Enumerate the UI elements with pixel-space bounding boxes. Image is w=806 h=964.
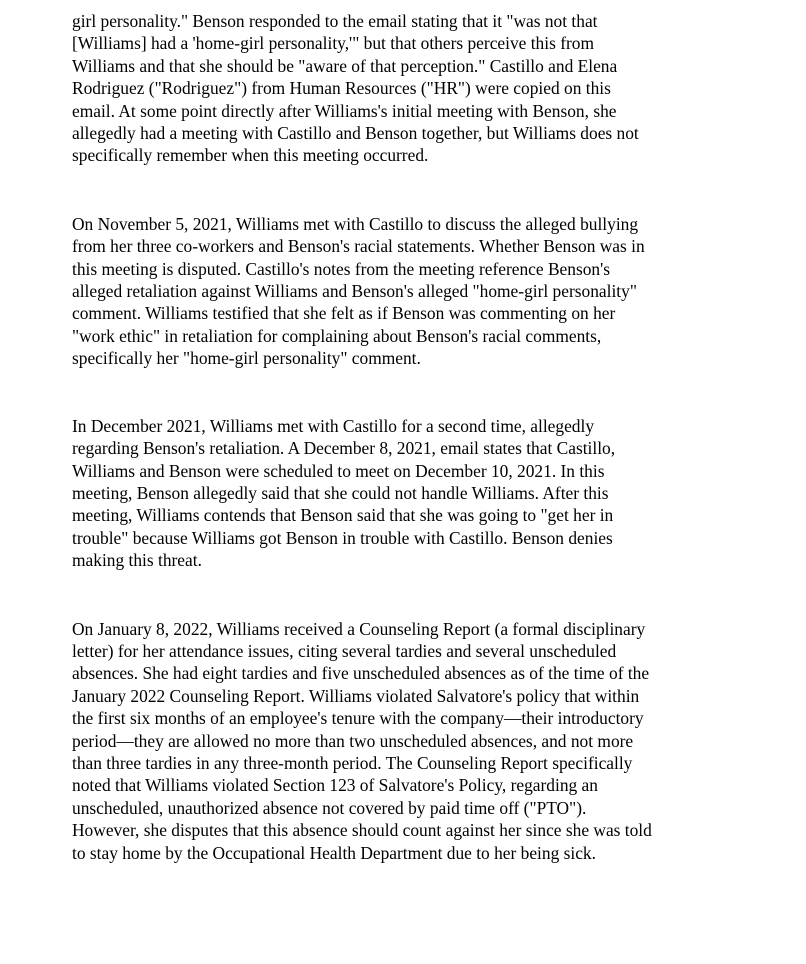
paragraph-november-meeting: On November 5, 2021, Williams met with Castillo to discuss the alleged bullying from her three co-workers and Benson's racial statements. Whether Benson was in this meeting is disputed. Castillo's notes from the meeting reference Benson's alleged retaliation against Williams and Benson's alleged "home-girl personality" comment. Williams testified that she felt as if Benson was commenting on her "work ethic" in retaliation for complaining about Benson's racial comments, specifically her "home-girl personality" comment.: [72, 213, 645, 369]
paragraph-spacer: [72, 167, 734, 213]
paragraph-email-response: girl personality." Benson responded to the email stating that it "was not that [Williams] had a 'home-girl personality,'" but that others perceive this from Williams and that she should be "aware of that perception." Castillo and Elena Rodriguez ("Rodriguez") from Human Resources ("HR") were copied on this email. At some point directly after Williams's initial meeting with Benson, she allegedly had a meeting with Castillo and Benson together, but Williams does not specifically remember when this meeting occurred.: [72, 11, 639, 166]
paragraph-spacer: [72, 370, 734, 415]
document-page: [72, 10, 734, 864]
paragraph-counseling-report: On January 8, 2022, Williams received a Counseling Report (a formal disciplinary letter) for her attendance issues, citing several tardies and several unscheduled absences. She had eight tardies and five unscheduled absences as of the time of the January 2022 Counseling Report. Williams violated Salvatore's policy that within the first six months of an employee's tenure with the company—their introductory period—they are allowed no more than two unscheduled absences, and not more than three tardies in any three-month period. The Counseling Report specifically noted that Williams violated Section 123 of Salvatore's Policy, regarding an unscheduled, unauthorized absence not covered by paid time off ("PTO"). However, she disputes that this absence should count against her since she was told to stay home by the Occupational Health Department due to her being sick.: [72, 618, 652, 863]
paragraph-december-meeting: In December 2021, Williams met with Castillo for a second time, allegedly regarding Benson's retaliation. A December 8, 2021, email states that Castillo, Williams and Benson were scheduled to meet on December 10, 2021. In this meeting, Benson allegedly said that she could not handle Williams. After this meeting, Williams contends that Benson said that she was going to "get her in trouble" because Williams got Benson in trouble with Castillo. Benson denies making this threat.: [72, 415, 616, 571]
paragraph-spacer: [72, 572, 734, 618]
